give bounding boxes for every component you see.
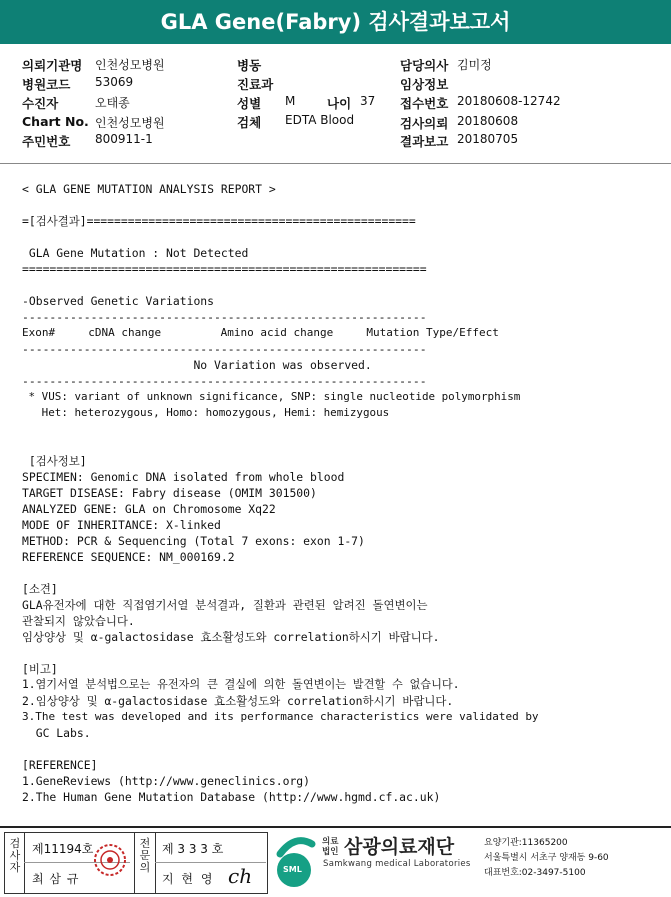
label-doctor: 담당의사	[400, 58, 449, 73]
double-rule: ===========================================================	[22, 262, 427, 276]
footnote-vus: * VUS: variant of unknown significance, SNP: single nucleotide polymorphism	[22, 390, 521, 403]
seal-icon	[92, 836, 128, 884]
specialist-name: 지 현 영	[162, 872, 215, 886]
opinion-line-3: 임상양상 및 α-galactosidase 효소활성도와 correlation하시기 바랍니다.	[22, 630, 440, 644]
org-address: 서울특별시 서초구 양재동 9-60	[484, 853, 609, 863]
sml-logo-icon	[270, 832, 320, 890]
label-resident-no: 주민번호	[22, 134, 71, 149]
patient-info	[0, 46, 671, 164]
value-chart-no: 인천성모병원	[95, 116, 165, 130]
value-report-date: 20180705	[457, 132, 519, 146]
note-title: [비고]	[22, 662, 58, 676]
tester-name: 최 삼 규	[32, 872, 80, 886]
reference-2: 2.The Human Gene Mutation Database (http://www.hgmd.cf.ac.uk)	[22, 790, 441, 804]
label-clinical-info: 임상정보	[400, 77, 449, 92]
result-header: =[검사결과]================================================	[22, 214, 416, 228]
value-sex: M	[285, 94, 296, 108]
note-line-3b: GC Labs.	[22, 726, 91, 740]
no-variation-row: No Variation was observed.	[22, 358, 372, 372]
sml-logo-text: SML	[283, 865, 302, 874]
value-institution: 인천성모병원	[95, 58, 165, 72]
reference-seq-line: REFERENCE SEQUENCE: NM_000169.2	[22, 550, 235, 564]
disease-line: TARGET DISEASE: Fabry disease (OMIM 301500)	[22, 486, 317, 500]
label-age: 나이	[327, 96, 352, 111]
reference-title: [REFERENCE]	[22, 758, 98, 772]
opinion-line-1: GLA유전자에 대한 직접염기서열 분석결과, 질환과 관련된 알려진 돌연변이는	[22, 598, 428, 612]
specimen-line: SPECIMEN: Genomic DNA isolated from whole blood	[22, 470, 345, 484]
info-title: [검사정보]	[22, 454, 87, 468]
value-accession-no: 20180608-12742	[457, 94, 561, 108]
value-resident-no: 800911-1	[95, 132, 153, 146]
result-line: GLA Gene Mutation : Not Detected	[22, 246, 249, 260]
rule-3: -----------------------------------------------------------	[22, 374, 427, 388]
label-request-date: 검사의뢰	[400, 116, 449, 131]
gene-line: ANALYZED GENE: GLA on Chromosome Xq22	[22, 502, 276, 516]
label-institution: 의뢰기관명	[22, 58, 83, 73]
table-header: Exon# cDNA change Amino acid change Mutation Type/Effect	[22, 326, 499, 339]
org-name: 삼광의료재단	[344, 836, 455, 858]
inheritance-line: MODE OF INHERITANCE: X-linked	[22, 518, 221, 532]
reference-1: 1.GeneReviews (http://www.geneclinics.org)	[22, 774, 311, 788]
note-line-2: 2.임상양상 및 α-galactosidase 효소활성도와 correlation하시기 바랍니다.	[22, 694, 454, 708]
value-doctor: 김미정	[457, 58, 492, 72]
rule-1: -----------------------------------------------------------	[22, 310, 427, 324]
label-accession-no: 접수번호	[400, 96, 449, 111]
value-hospital-code: 53069	[95, 75, 134, 89]
report-footer	[0, 826, 671, 897]
method-line: METHOD: PCR & Sequencing (Total 7 exons: exon 1-7)	[22, 534, 365, 548]
label-specimen: 검체	[237, 115, 262, 130]
observed-title: -Observed Genetic Variations	[22, 294, 215, 308]
org-phone: 대표번호:02-3497-5100	[484, 868, 586, 878]
label-report-date: 결과보고	[400, 134, 449, 149]
rule-2: -----------------------------------------------------------	[22, 342, 427, 356]
label-department: 진료과	[237, 77, 274, 92]
report-title: GLA Gene(Fabry) 검사결과보고서	[0, 0, 671, 44]
report-heading: < GLA GENE MUTATION ANALYSIS REPORT >	[22, 182, 276, 196]
value-patient: 오태종	[95, 96, 130, 110]
label-sex: 성별	[237, 96, 262, 111]
label-chart-no: Chart No.	[22, 114, 89, 129]
value-specimen: EDTA Blood	[285, 113, 355, 127]
note-line-1: 1.염기서열 분석법으로는 유전자의 큰 결실에 의한 돌연변이는 발견할 수 없습니다.	[22, 678, 460, 691]
label-patient: 수진자	[22, 96, 59, 111]
org-english: Samkwang medical Laboratories	[323, 859, 471, 869]
note-line-3: 3.The test was developed and its performance characteristics were validated by	[22, 710, 539, 723]
value-age: 37	[360, 94, 376, 108]
footnote-het: Het: heterozygous, Homo: homozygous, Hemi: hemizygous	[22, 406, 390, 419]
opinion-title: [소견]	[22, 582, 58, 596]
tester-label: 검사자	[9, 837, 21, 874]
label-ward: 병동	[237, 58, 262, 73]
specialist-label: 전문의	[139, 837, 151, 874]
opinion-line-2: 관찰되지 않았습니다.	[22, 614, 135, 628]
value-request-date: 20180608	[457, 114, 519, 128]
org-prefix: 의료법인	[322, 837, 339, 857]
org-code: 요양기관:11365200	[484, 838, 568, 848]
label-hospital-code: 병원코드	[22, 77, 71, 92]
signature: ch	[228, 864, 253, 888]
specialist-license: 제 3 3 3 호	[162, 842, 224, 856]
tester-license: 제11194호	[32, 842, 94, 856]
